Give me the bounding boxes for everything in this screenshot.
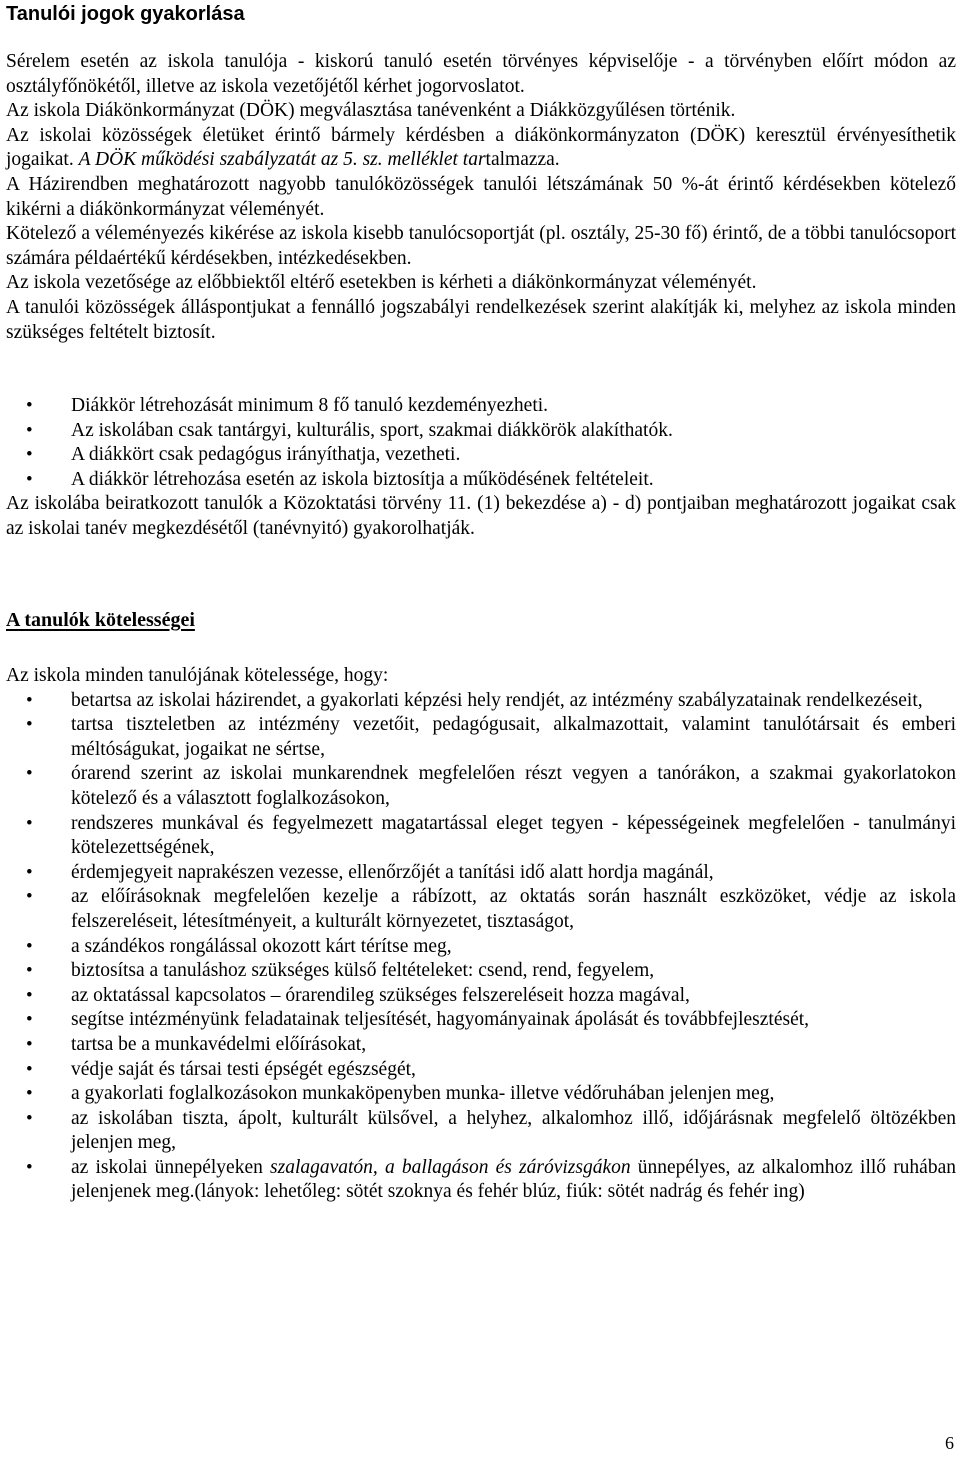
list-item: • védje saját és társai testi épségét egészségét, — [6, 1058, 956, 1083]
paragraph: A tanulói közösségek álláspontjukat a fennálló jogszabályi rendelkezések szerint alakítják ki, melyhez az iskola minden szükséges feltételt biztosít. — [6, 296, 956, 343]
list-item: • A diákkört csak pedagógus irányíthatja, vezetheti. — [6, 443, 956, 468]
list-item: • az oktatással kapcsolatos – órarendileg szükséges felszereléseit hozza magával, — [6, 984, 956, 1009]
list-item: • segítse intézményünk feladatainak teljesítését, hagyományainak ápolását és továbbfejlesztését, — [6, 1008, 956, 1033]
section-title-student-duties: A tanulók kötelességei — [6, 609, 195, 631]
list-item: • tartsa tiszteletben az intézmény vezetőit, pedagógusait, alkalmazottait, valamint tanulótársait és emberi méltóságukat, jogaikat ne sértse, — [6, 713, 956, 762]
list-item: • rendszeres munkával és fegyelmezett magatartással eleget tegyen - képességeinek megfelelően - tanulmányi kötelezettségének, — [6, 812, 956, 861]
list-item — [6, 1156, 956, 1205]
list-item: • betartsa az iskolai házirendet, a gyakorlati képzési hely rendjét, az intézmény szabályzatainak rendelkezéseit, — [6, 689, 956, 714]
paragraph: Az iskolába beiratkozott tanulók a Közoktatási törvény 11. (1) bekezdése a) - d) pontjaiban meghatározott jogaikat csak az iskolai tanév megkezdésétől (tanévnyitó) gyakorolhatják. — [6, 493, 956, 539]
paragraph: Az iskola vezetősége az előbbiektől eltérő esetekben is kérheti a diákönkormányzat véleményét. — [6, 272, 757, 294]
list-item: • Az iskolában csak tantárgyi, kulturális, sport, szakmai diákkörök alakíthatók. — [6, 419, 956, 444]
list-item: • biztosítsa a tanuláshoz szükséges külső feltételeket: csend, rend, fegyelem, — [6, 959, 956, 984]
paragraph: A Házirendben meghatározott nagyobb tanulóközösségek tanulói létszámának 50 %-át érintő kérdésekben kötelező kikérni a diákönkormányzat véleményét. — [6, 173, 956, 220]
list-item: • Diákkör létrehozását minimum 8 fő tanuló kezdeményezheti. — [6, 394, 956, 419]
paragraph-text: Az iskolai közösségek életüket érintő bármely kérdésben a diákönkormányzaton (DÖK) keresztül érvényesíthetik jogaikat. — [6, 124, 956, 171]
duties-intro: Az iskola minden tanulójának kötelessége, hogy: — [6, 665, 389, 686]
duties-block — [6, 664, 956, 1205]
section-title-student-rights: Tanulói jogok gyakorlása — [6, 3, 245, 25]
list-item: • órarend szerint az iskolai munkarendnek megfelelően részt vegyen a tanórákon, a szakmai gyakorlatokon kötelező és a választott foglalkozásokon, — [6, 762, 956, 811]
list-item: • A diákkör létrehozása esetén az iskola biztosítja a működésének feltételeit. — [6, 468, 956, 493]
student-club-list-block — [6, 394, 956, 542]
italic-reference: A DÖK működési szabályzatát az 5. sz. melléklet tar — [78, 149, 486, 171]
list-item-text: ünnepélyes, az alkalomhoz illő ruhában jelenjenek meg.(lányok: lehetőleg: sötét szoknya és fehér blúz, fiúk: sötét nadrág és fehér ing) — [71, 1156, 956, 1203]
paragraph: Sérelem esetén az iskola tanulója - kiskorú tanuló esetén törvényes képviselője - a törvényben előírt módon az osztályfőnökétől, illetve az iskola vezetőjétől kérhet jogorvoslatot. — [6, 51, 956, 97]
paragraph — [6, 124, 956, 173]
paragraph: Kötelező a véleményezés kikérése az iskola kisebb tanulócsoportját (pl. osztály, 25-30 fő) érintő, de a többi tanulócsoport számára példaértékű kérdésekben, intézkedésekben. — [6, 223, 956, 269]
duties-list — [6, 689, 956, 1205]
italic-events: szalagavatón, a ballagáson és záróvizsgákon — [270, 1156, 631, 1178]
student-club-list — [6, 394, 956, 492]
list-item: • az előírásoknak megfelelően kezelje a rábízott, az oktatás során használt eszközöket, védje az iskola felszereléseit, létesítményeit, a kulturált környezetet, tisztaságot, — [6, 885, 956, 934]
paragraph-text: talmazza. — [485, 149, 560, 171]
list-item: • érdemjegyeit naprakészen vezesse, ellenőrzőjét a tanítási idő alatt hordja magánál, — [6, 861, 956, 886]
list-item-text: az iskolai ünnepélyeken — [71, 1156, 271, 1178]
list-item: • tartsa be a munkavédelmi előírásokat, — [6, 1033, 956, 1058]
page-number: 6 — [945, 1433, 954, 1454]
list-item: • az iskolában tiszta, ápolt, kulturált külsővel, a helyhez, alkalomhoz illő, időjárásnak megfelelő öltözékben jelenjen meg, — [6, 1107, 956, 1156]
paragraph: Az iskola Diákönkormányzat (DÖK) megválasztása tanévenként a Diákközgyűlésen történik. — [6, 100, 736, 122]
list-item: • a gyakorlati foglalkozásokon munkaköpenyben munka- illetve védőruhában jelenjen meg, — [6, 1082, 956, 1107]
rights-text-block — [6, 50, 956, 345]
list-item: • a szándékos rongálással okozott kárt térítse meg, — [6, 935, 956, 960]
